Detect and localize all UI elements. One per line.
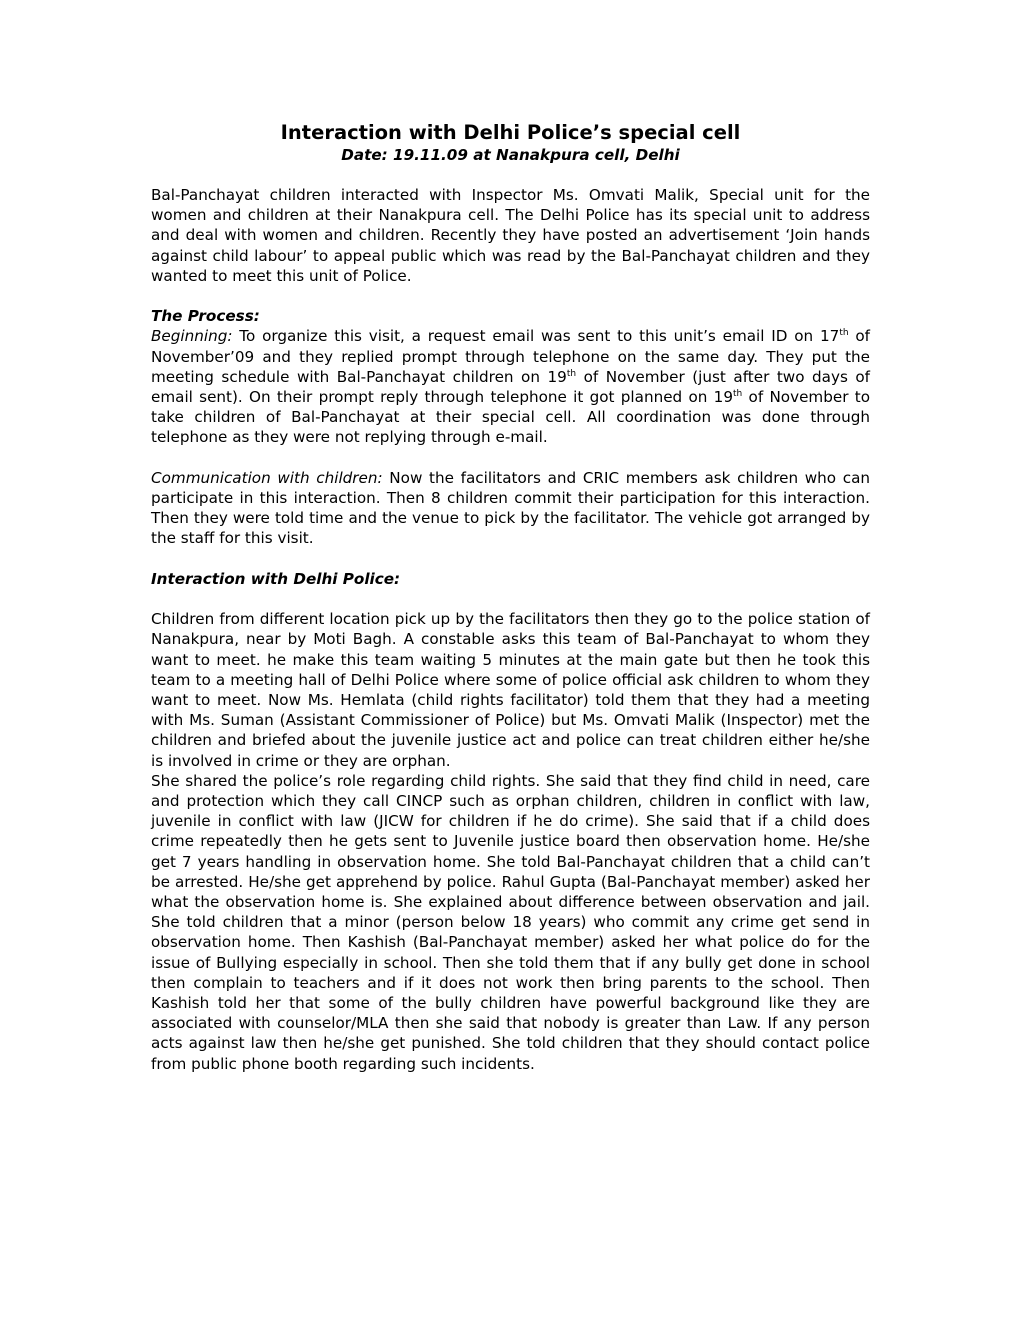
text-segment: To organize this visit, a request email was sent to this unit’s email ID on 17: [232, 327, 840, 346]
interaction-paragraph-2: She shared the police’s role regarding child rights. She said that they find child in need, care and protection which they call CINCP such as orphan children, children in conflict with law, juvenile in conflict with law (JICW for children if he do crime). She said that if a child does crime repeatedly then he gets sent to Juvenile justice board then observation home. He/she get 7 years handling in observation home. She told Bal-Panchayat children that a child can’t be arrested. He/she get apprehend by police. Rahul Gupta (Bal-Panchayat member) asked her what the observation home is. She explained about difference between observation and jail. She told children that a minor (person below 18 years) who commit any crime get send in observation home. Then Kashish (Bal-Panchayat member) asked her what police do for the issue of Bullying especially in school. Then she told them that if any bully get done in school then complain to teachers and if it does not work then bring parents to the school. Then Kashish told her that some of the bully children have powerful background like they are associated with counselor/MLA then she said that nobody is greater than Law. If any person acts against law then he/she get punished. She told children that they should contact police from public phone booth regarding such incidents.: [151, 771, 870, 1073]
intro-paragraph: Bal-Panchayat children interacted with Inspector Ms. Omvati Malik, Special unit for the women and children at their Nanakpura cell. The Delhi Police has its special unit to address and deal with women and children. Recently they have posted an advertisement ‘Join hands against child labour’ to appeal public which was read by the Bal-Panchayat children and they wanted to meet this unit of Police.: [151, 186, 870, 285]
process-heading: The Process:: [151, 307, 260, 326]
text-segment: of November’09 and they replied prompt through telephone on the same day. They put the meeting schedule with Bal-Panchayat children on 19: [151, 327, 870, 386]
text-segment: of November (just after two days of email sent). On their prompt reply through telephone it got planned on 19: [151, 367, 871, 407]
interaction-paragraph-1: Children from different location pick up by the facilitators then they go to the police station of Nanakpura, near by Moti Bagh. A constable asks this team of Bal-Panchayat to whom they want to meet. he make this team waiting 5 minutes at the main gate but then he took this team to a meeting hall of Delhi Police where some of police official ask children to whom they want to meet. Now Ms. Hemlata (child rights facilitator) told them that they had a meeting with Ms. Suman (Assistant Commissioner of Police) but Ms. Omvati Malik (Inspector) met the children and briefed about the juvenile justice act and police can treat children either he/she is involved in crime or they are orphan.: [151, 610, 870, 770]
beginning-paragraph: [151, 326, 870, 447]
communication-label: Communication with children:: [151, 468, 383, 487]
document-title: Interaction with Delhi Police’s special cell: [280, 121, 741, 144]
date-line: Date: 19.11.09 at Nanakpura cell, Delhi: [341, 146, 680, 164]
beginning-label: Beginning:: [151, 327, 233, 346]
document-page: [151, 121, 870, 1074]
superscript: th: [839, 328, 849, 339]
superscript: th: [566, 368, 577, 379]
text-segment: of November to take children of Bal-Panchayat at their special cell. All coordination was done through telephone as they were not replying through e-mail.: [151, 388, 870, 447]
communication-paragraph: [151, 468, 870, 549]
interaction-heading: Interaction with Delhi Police:: [151, 569, 401, 588]
superscript: th: [733, 389, 743, 400]
text-segment: Now the facilitators and CRIC members ask children who can participate in this interaction. Then 8 children commit their participation for this interaction. Then they were told time and the venue to pick by the facilitator. The vehicle got arranged by the staff for this visit.: [151, 468, 871, 548]
